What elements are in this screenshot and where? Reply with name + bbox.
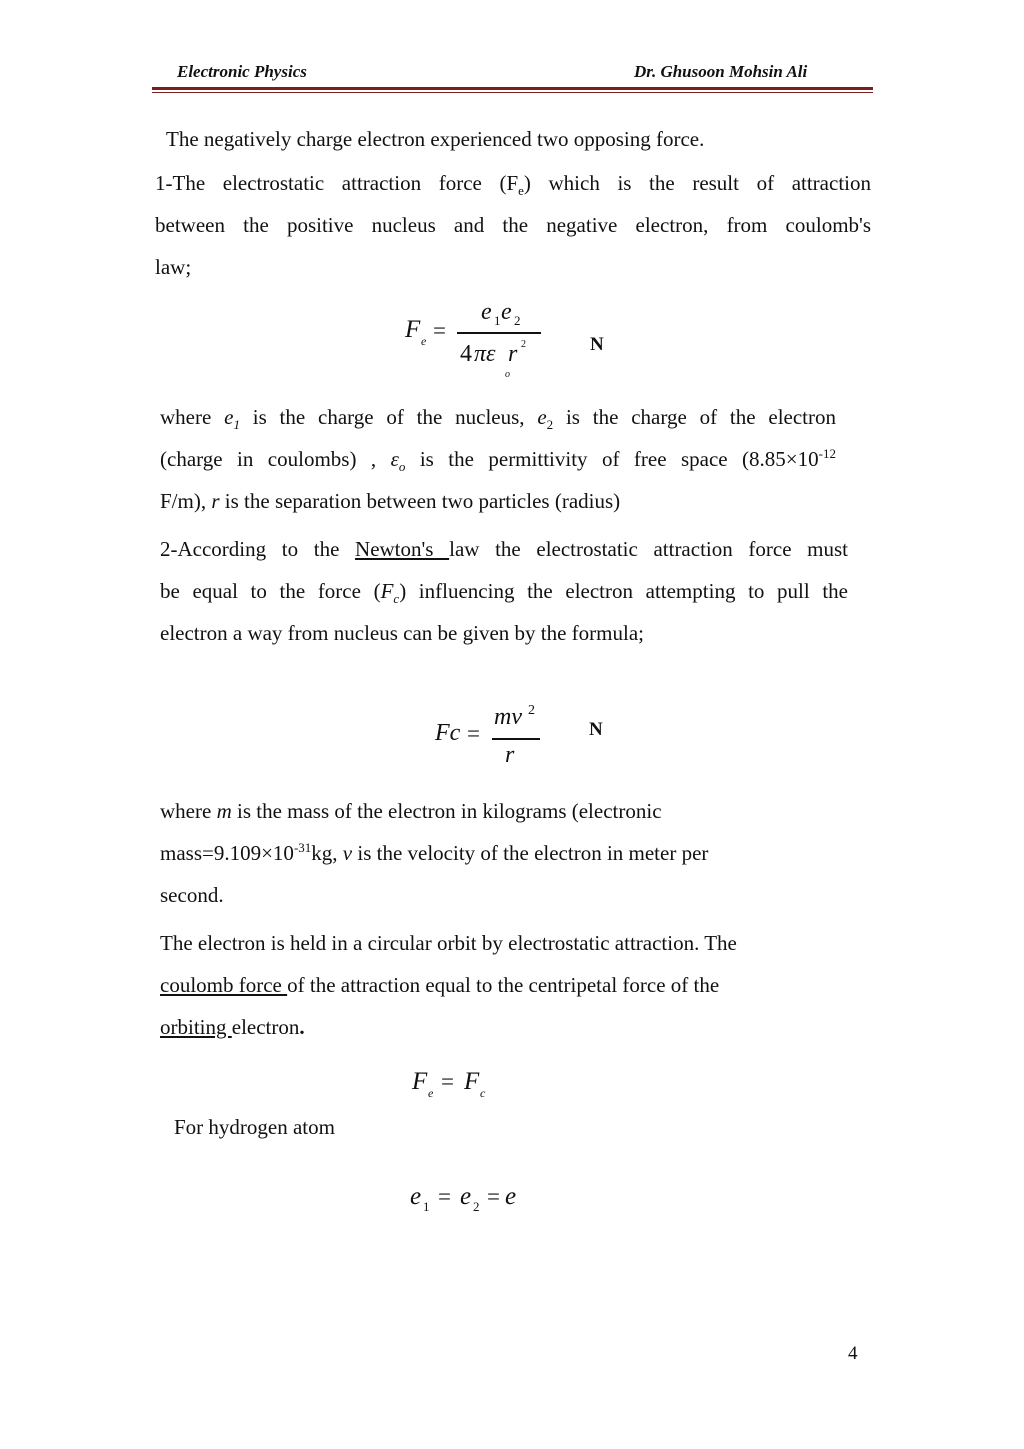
coulomb-force-link[interactable]: coulomb force [160, 973, 288, 997]
unit-newton: N [590, 334, 604, 355]
where1-line2: (charge in coulombs) , $\varepsilon_o$ is the permittivity of free space ($8.85\times 10^{-12}$ [160, 446, 836, 475]
where1-line3: F/m), r is the separation between two particles (radius) [160, 489, 621, 513]
fraction-bar [492, 738, 540, 740]
p3-line1: The electron is held in a circular orbit by electrostatic attraction. The [160, 931, 737, 955]
p3-line2: coulomb force of the attraction equal to the centripetal force of the [160, 973, 720, 997]
header-author: Dr. Ghusoon Mohsin Ali [634, 62, 808, 81]
header-rule-thin [152, 92, 873, 93]
p3-line3: orbiting electron. [160, 1015, 305, 1039]
orbiting-link[interactable]: orbiting [160, 1015, 232, 1039]
where2-line1: where m is the mass of the electron in kilograms (electronic [160, 799, 662, 823]
p2-line3: electron a way from nucleus can be given by the formula; [160, 621, 644, 645]
where1-line1: where $e_1$ is the charge of the nucleus, $e_2$ is the charge of the electron [160, 405, 836, 433]
intro-text: The negatively charge electron experienced two opposing force. [166, 127, 705, 151]
header-title: Electronic Physics [177, 62, 307, 81]
p2-line2: be equal to the force $(F_c)$ influencing the electron attempting to pull the [160, 579, 848, 607]
p1-line2: between the positive nucleus and the negative electron, from coulomb's [155, 213, 871, 237]
newtons-law-link[interactable]: Newton's [355, 537, 450, 561]
p1-line1: 1-The electrostatic attraction force $(F_e)$ which is the result of attraction [155, 171, 871, 199]
where2-line3: second. [160, 883, 224, 907]
header-rule [152, 87, 873, 90]
p2-line1: 2-According to the Newton's law the electrostatic attraction force must [160, 537, 848, 561]
page-number: 4 [848, 1343, 858, 1364]
hydrogen-label: For hydrogen atom [174, 1115, 335, 1139]
p1-line3: law; [155, 255, 192, 279]
fraction-bar [457, 332, 541, 334]
unit-newton: N [589, 719, 603, 740]
where2-line2: $mass=9.109\times 10^{-31}kg$, v is the velocity of the electron in meter per [160, 840, 709, 865]
